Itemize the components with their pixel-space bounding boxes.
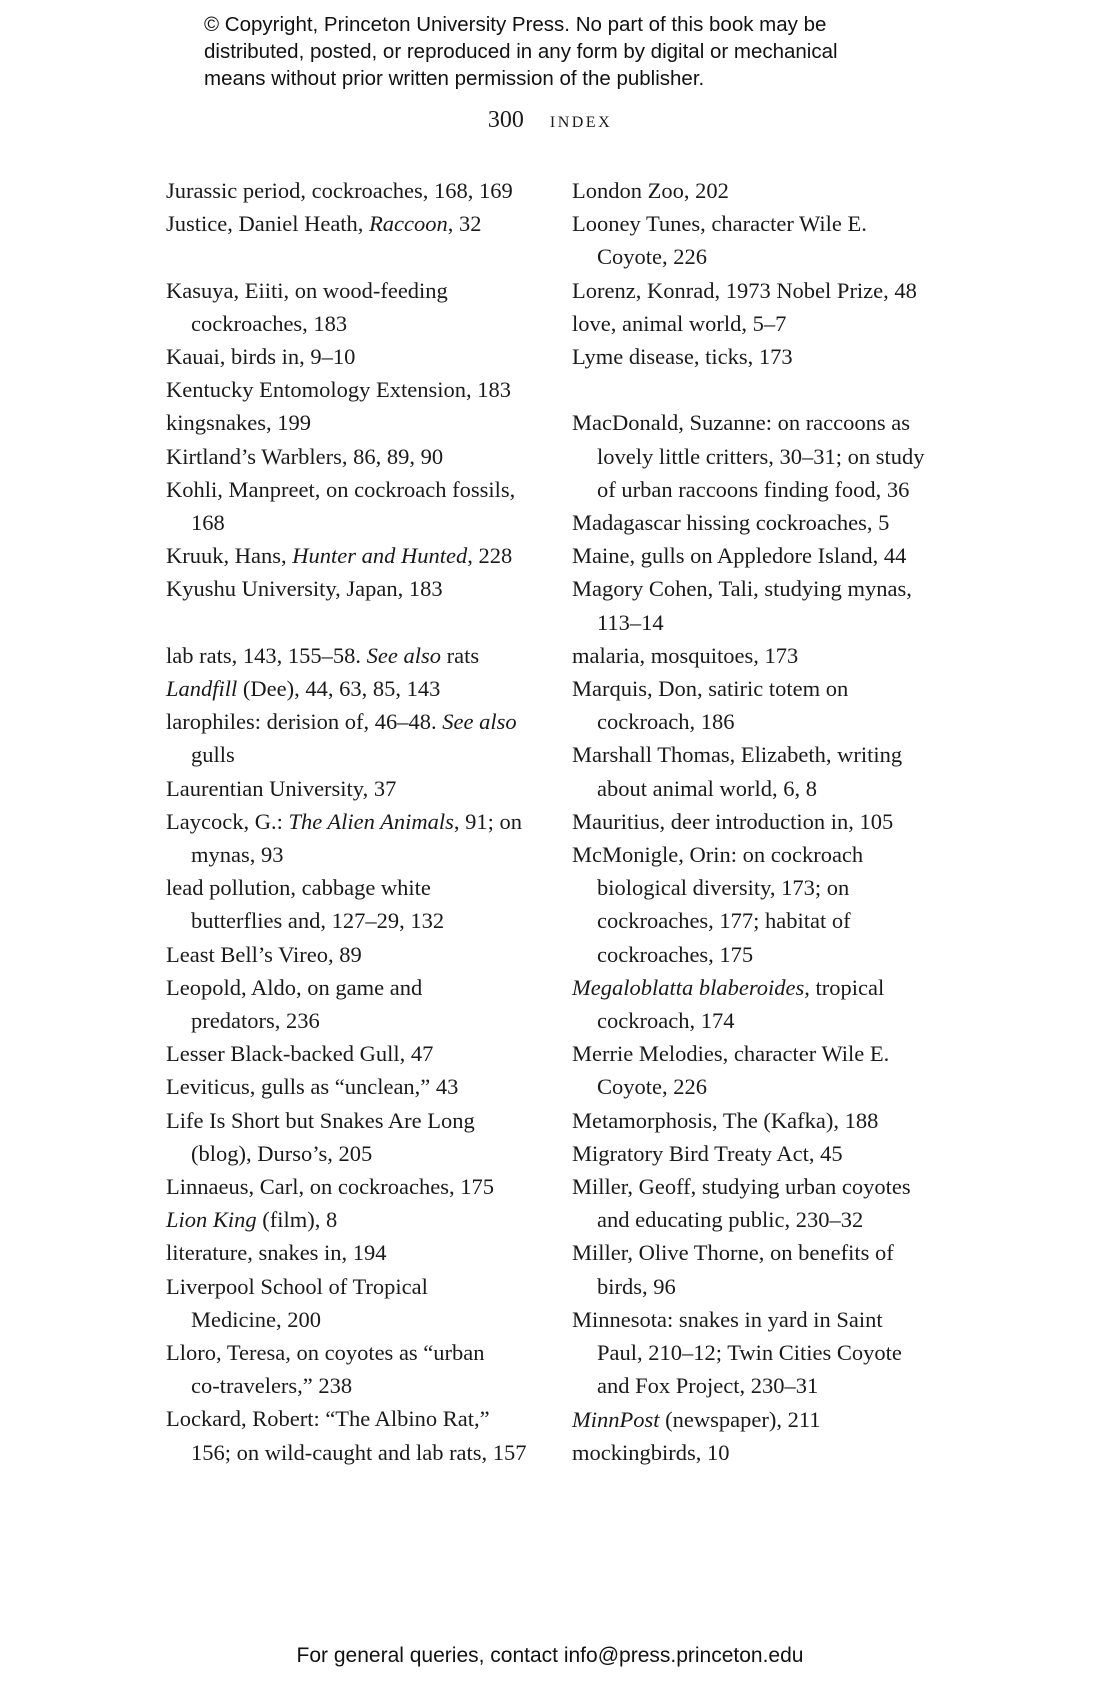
index-entry <box>166 871 546 937</box>
index-entry <box>572 672 952 738</box>
index-entry-line <box>572 1104 952 1137</box>
index-entry-line <box>572 1436 952 1469</box>
index-entry-continuation <box>572 1270 952 1303</box>
entry-text: Looney Tunes, character Wile E. <box>572 211 867 237</box>
index-entry-line <box>572 340 952 373</box>
entry-text: , 91; on <box>453 808 523 834</box>
index-entry-continuation <box>166 307 546 340</box>
index-entry-line <box>572 572 952 605</box>
index-entry-line <box>166 1104 546 1137</box>
entry-text: (newspaper), 211 <box>659 1406 821 1432</box>
index-entry <box>166 772 546 805</box>
index-entry <box>166 1236 546 1269</box>
index-entry <box>572 639 952 672</box>
index-entry <box>166 174 546 207</box>
letter-gap <box>572 373 952 406</box>
entry-text: and Fox Project, 230–31 <box>597 1373 819 1399</box>
index-entry-continuation <box>572 1004 952 1037</box>
italic-title: Landfill <box>166 676 238 702</box>
index-entry <box>572 1436 952 1469</box>
entry-text: biological diversity, 173; on <box>597 875 850 901</box>
index-entry <box>166 938 546 971</box>
index-entry <box>166 1070 546 1103</box>
italic-title: MinnPost <box>572 1406 660 1432</box>
index-entry <box>166 971 546 1037</box>
entry-text: , 228 <box>467 543 513 569</box>
entry-text: cockroach, 174 <box>597 1008 735 1034</box>
entry-text: cockroaches, 177; habitat of <box>597 908 851 934</box>
index-entry-line <box>572 805 952 838</box>
index-entry-continuation <box>166 738 546 771</box>
entry-text: Kasuya, Eiiti, on wood-feeding <box>166 277 448 303</box>
index-entry-line <box>166 1336 546 1369</box>
copyright-notice <box>204 11 964 92</box>
index-entry-line <box>166 406 546 439</box>
entry-text: mynas, 93 <box>191 842 284 868</box>
italic-title: Lion King <box>166 1207 257 1233</box>
italic-title: The Alien Animals <box>288 808 454 834</box>
index-entry <box>166 274 546 340</box>
index-entry-line <box>572 1170 952 1203</box>
index-entry <box>572 307 952 340</box>
index-entry-continuation <box>572 240 952 273</box>
entry-text: rats <box>440 642 480 668</box>
entry-text: literature, snakes in, 194 <box>166 1240 387 1266</box>
letter-gap <box>166 606 546 639</box>
entry-text: cockroaches, 175 <box>597 941 754 967</box>
index-entry-continuation <box>166 1436 546 1469</box>
index-entry <box>166 1170 546 1203</box>
index-entry <box>166 406 546 439</box>
index-entry <box>166 539 546 572</box>
index-entry-line <box>572 1303 952 1336</box>
letter-gap <box>166 240 546 273</box>
index-entry-line <box>572 838 952 871</box>
entry-text: birds, 96 <box>597 1273 676 1299</box>
index-entry-continuation <box>572 1203 952 1236</box>
running-head <box>0 107 1100 134</box>
entry-text: gulls <box>191 742 235 768</box>
entry-text: about animal world, 6, 8 <box>597 775 817 801</box>
entry-text: Laycock, G.: <box>166 808 289 834</box>
index-entry <box>572 274 952 307</box>
entry-text: and educating public, 230–32 <box>597 1207 864 1233</box>
index-entry-continuation <box>166 1137 546 1170</box>
italic-title: Raccoon <box>369 211 448 237</box>
entry-text: McMonigle, Orin: on cockroach <box>572 842 864 868</box>
entry-text: larophiles: derision of, 46–48. <box>166 709 443 735</box>
entry-text: 156; on wild-caught and lab rats, 157 <box>191 1439 527 1465</box>
footer-contact: For general queries, contact info@press.princeton.edu <box>296 1644 804 1667</box>
index-entry-line <box>572 1403 952 1436</box>
entry-text: Laurentian University, 37 <box>166 775 397 801</box>
index-entry <box>572 207 952 273</box>
index-entry-continuation <box>572 473 952 506</box>
index-entry <box>166 672 546 705</box>
index-entry-continuation <box>572 1369 952 1402</box>
index-entry <box>572 1303 952 1403</box>
index-entry <box>166 1270 546 1336</box>
entry-text: Merrie Melodies, character Wile E. <box>572 1041 890 1067</box>
index-column-left <box>166 174 546 1469</box>
index-entry-line <box>572 274 952 307</box>
index-entry <box>572 539 952 572</box>
index-entry <box>166 1336 546 1402</box>
entry-text: London Zoo, 202 <box>572 178 729 203</box>
index-entry-line <box>166 871 546 904</box>
index-entry <box>166 440 546 473</box>
index-entry-continuation <box>166 904 546 937</box>
index-entry-line <box>572 539 952 572</box>
index-entry-line <box>166 440 546 473</box>
entry-text: Madagascar hissing cockroaches, 5 <box>572 510 890 536</box>
index-entry-line <box>166 1402 546 1435</box>
entry-text: Marquis, Don, satiric totem on <box>572 676 849 702</box>
entry-text: Miller, Olive Thorne, on benefits of <box>572 1240 894 1266</box>
index-entry <box>572 1037 952 1103</box>
copyright-line: distributed, posted, or reproduced in any form by digital or mechanical <box>204 40 838 63</box>
index-entry-line <box>166 938 546 971</box>
entry-text: butterflies and, 127–29, 132 <box>191 908 445 934</box>
entry-text: of urban raccoons finding food, 36 <box>597 476 910 502</box>
entry-text: Life Is Short but Snakes Are Long <box>166 1107 475 1133</box>
index-entry-line <box>166 1203 546 1236</box>
index-entry <box>572 971 952 1037</box>
index-entry <box>166 473 546 539</box>
entry-text: Leopold, Aldo, on game and <box>166 974 423 1000</box>
entry-text: 113–14 <box>597 609 664 635</box>
index-entry <box>572 738 952 804</box>
index-entry-line <box>572 174 952 207</box>
entry-text: Lyme disease, ticks, 173 <box>572 344 793 370</box>
index-entry-continuation <box>166 506 546 539</box>
entry-text: cockroach, 186 <box>597 709 735 735</box>
index-entry <box>572 1170 952 1236</box>
copyright-line: © Copyright, Princeton University Press. No part of this book may be <box>204 13 827 36</box>
entry-text: Leviticus, gulls as “unclean,” 43 <box>166 1074 459 1100</box>
index-entry <box>572 805 952 838</box>
entry-text: Least Bell’s Vireo, 89 <box>166 941 362 967</box>
entry-text: 168 <box>191 510 225 536</box>
entry-text: Coyote, 226 <box>597 244 707 270</box>
index-entry <box>572 1137 952 1170</box>
entry-text: mockingbirds, 10 <box>572 1439 730 1465</box>
index-entry-continuation <box>166 1004 546 1037</box>
index-entry-continuation <box>572 606 952 639</box>
entry-text: Kruuk, Hans, <box>166 543 293 569</box>
page-number: 300 <box>487 107 524 133</box>
index-entry <box>166 1402 546 1468</box>
entry-text: , 32 <box>447 211 482 237</box>
index-entry-line <box>166 1070 546 1103</box>
entry-text: cockroaches, 183 <box>191 310 348 336</box>
entry-text: Marshall Thomas, Elizabeth, writing <box>572 742 903 768</box>
index-entry <box>166 373 546 406</box>
index-entry <box>572 572 952 638</box>
entry-text: (blog), Durso’s, 205 <box>191 1140 373 1166</box>
index-entry-continuation <box>572 904 952 937</box>
index-entry-line <box>166 572 546 605</box>
index-entry-continuation <box>166 1303 546 1336</box>
entry-text: Maine, gulls on Appledore Island, 44 <box>572 543 907 569</box>
entry-text: Lesser Black-backed Gull, 47 <box>166 1041 434 1067</box>
entry-text: Justice, Daniel Heath, <box>166 211 370 237</box>
entry-text: Linnaeus, Carl, on cockroaches, 175 <box>166 1174 495 1200</box>
index-entry-continuation <box>572 1336 952 1369</box>
index-entry-line <box>166 207 546 240</box>
entry-text: MacDonald, Suzanne: on raccoons as <box>572 410 911 436</box>
italic-title: Megaloblatta blaberoides <box>572 974 805 1000</box>
entry-text: Kohli, Manpreet, on cockroach fossils, <box>166 476 516 502</box>
index-entry-line <box>572 1236 952 1269</box>
index-entry-line <box>166 539 546 572</box>
entry-text: Magory Cohen, Tali, studying mynas, <box>572 576 912 602</box>
entry-text: Paul, 210–12; Twin Cities Coyote <box>597 1340 902 1366</box>
entry-text: lovely little critters, 30–31; on study <box>597 443 925 469</box>
entry-text: (Dee), 44, 63, 85, 143 <box>237 676 441 702</box>
entry-text: Liverpool School of Tropical <box>166 1273 428 1299</box>
entry-text: Metamorphosis, The (Kafka), 188 <box>572 1107 879 1133</box>
entry-text: Migratory Bird Treaty Act, 45 <box>572 1140 843 1166</box>
italic-title: Hunter and Hunted <box>292 543 468 569</box>
entry-text: co-travelers,” 238 <box>191 1373 353 1399</box>
entry-text: malaria, mosquitoes, 173 <box>572 642 799 668</box>
index-column-right <box>572 174 952 1469</box>
index-entry <box>572 1403 952 1436</box>
index-entry-line <box>572 506 952 539</box>
entry-text: Kyushu University, Japan, 183 <box>166 576 443 602</box>
entry-text: predators, 236 <box>191 1008 320 1034</box>
entry-text: lead pollution, cabbage white <box>166 875 431 901</box>
index-entry <box>166 805 546 871</box>
index-entry-line <box>166 772 546 805</box>
italic-title: See also <box>366 642 441 668</box>
index-entry-line <box>572 307 952 340</box>
entry-text: Jurassic period, cockroaches, 168, 169 <box>166 178 513 203</box>
index-entry-continuation <box>572 938 952 971</box>
entry-text: Medicine, 200 <box>191 1306 321 1332</box>
index-entry <box>166 340 546 373</box>
index-entry-continuation <box>572 705 952 738</box>
index-entry-continuation <box>572 1070 952 1103</box>
index-entry-line <box>572 207 952 240</box>
entry-text: Kentucky Entomology Extension, 183 <box>166 377 511 403</box>
entry-text: Kirtland’s Warblers, 86, 89, 90 <box>166 443 444 469</box>
index-entry-line <box>166 174 546 207</box>
index-entry <box>572 406 952 506</box>
entry-text: kingsnakes, 199 <box>166 410 311 436</box>
index-entry-line <box>166 805 546 838</box>
entry-text: Mauritius, deer introduction in, 105 <box>572 808 894 834</box>
index-entry <box>166 207 546 240</box>
index-entry-continuation <box>572 772 952 805</box>
index-entry-line <box>572 406 952 439</box>
index-entry-line <box>166 473 546 506</box>
index-entry <box>166 1203 546 1236</box>
index-entry-line <box>166 1270 546 1303</box>
entry-text: Miller, Geoff, studying urban coyotes <box>572 1174 911 1200</box>
index-entry <box>166 1104 546 1170</box>
index-entry-line <box>572 639 952 672</box>
index-entry-line <box>572 971 952 1004</box>
index-entry-line <box>166 1037 546 1070</box>
index-entry-line <box>572 738 952 771</box>
entry-text: Lorenz, Konrad, 1973 Nobel Prize, 48 <box>572 277 917 303</box>
entry-text: Kauai, birds in, 9–10 <box>166 344 356 369</box>
index-entry <box>572 1236 952 1302</box>
entry-text: Coyote, 226 <box>597 1074 707 1100</box>
italic-title: See also <box>442 709 517 735</box>
entry-text: Lockard, Robert: “The Albino Rat,” <box>166 1406 490 1432</box>
index-entry-line <box>166 1170 546 1203</box>
index-entry-line <box>166 672 546 705</box>
copyright-line: means without prior written permission of the publisher. <box>204 67 705 90</box>
entry-text: Minnesota: snakes in yard in Saint <box>572 1306 883 1332</box>
section-title: index <box>549 107 613 132</box>
index-entry-line <box>166 971 546 1004</box>
entry-text: love, animal world, 5–7 <box>572 310 787 336</box>
index-entry-continuation <box>572 871 952 904</box>
index-entry-line <box>166 705 546 738</box>
index-entry-line <box>166 274 546 307</box>
index-entry <box>572 340 952 373</box>
index-entry-line <box>166 639 546 672</box>
index-entry-line <box>166 340 546 373</box>
entry-text: Lloro, Teresa, on coyotes as “urban <box>166 1340 485 1366</box>
index-entry <box>572 174 952 207</box>
index-entry-line <box>166 1236 546 1269</box>
index-entry-line <box>166 373 546 406</box>
index-entry <box>166 572 546 605</box>
index-entry <box>166 639 546 672</box>
index-entry-line <box>572 672 952 705</box>
index-entry-continuation <box>572 440 952 473</box>
entry-text: lab rats, 143, 155–58. <box>166 642 367 668</box>
index-entry <box>572 506 952 539</box>
index-entry-continuation <box>166 1369 546 1402</box>
entry-text: (film), 8 <box>256 1207 338 1233</box>
entry-text: , tropical <box>804 974 885 1000</box>
index-entry <box>166 705 546 771</box>
index-entry-line <box>572 1137 952 1170</box>
index-entry <box>572 1104 952 1137</box>
index-entry-line <box>572 1037 952 1070</box>
index-entry-continuation <box>166 838 546 871</box>
index-entry <box>572 838 952 971</box>
index-entry <box>166 1037 546 1070</box>
